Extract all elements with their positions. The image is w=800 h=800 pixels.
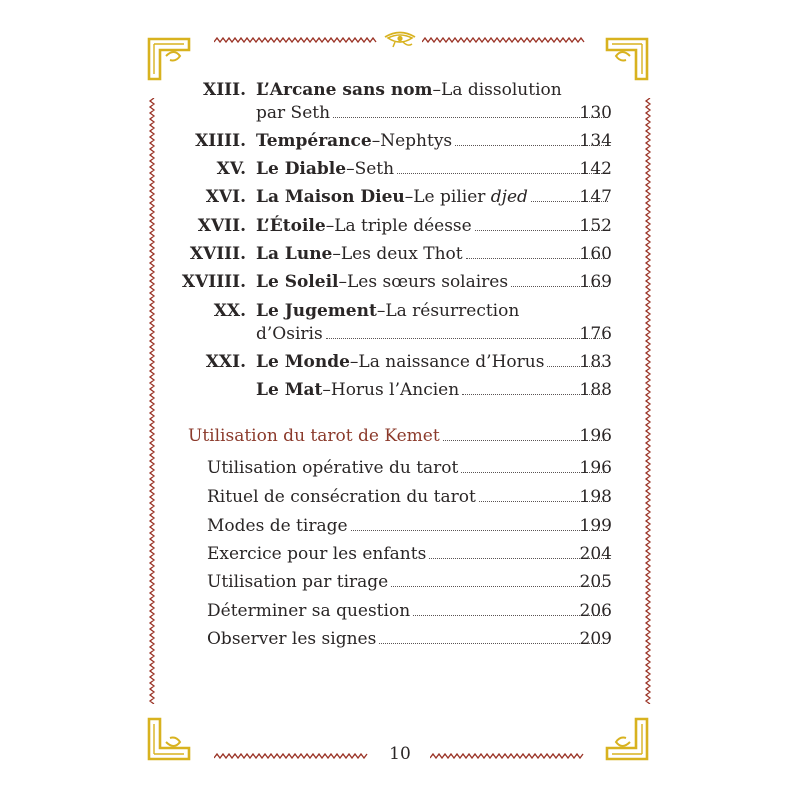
arcana-title: La Maison Dieu xyxy=(256,187,405,207)
corner-ornament-icon xyxy=(146,716,192,762)
bottom-right-zigzag-border xyxy=(430,752,586,760)
page-number: 183 xyxy=(579,352,612,372)
arcana-title: Le Soleil xyxy=(256,272,339,292)
toc-entry[interactable]: XVIII. La Lune – Les deux Thot 160 xyxy=(0,244,800,268)
toc-entry[interactable]: XX. Le Jugement – La résurrection xyxy=(0,301,800,325)
page-number: 198 xyxy=(579,487,612,507)
arcana-subtitle: Les sœurs solaires xyxy=(347,272,509,292)
toc-entry[interactable]: XV. Le Diable – Seth 142 xyxy=(0,159,800,183)
arcana-subtitle: La triple déesse xyxy=(334,216,472,236)
toc-entry[interactable]: XVI. La Maison Dieu – Le pilier djed 147 xyxy=(0,187,800,211)
section-title: Utilisation du tarot de Kemet xyxy=(188,426,440,446)
arcana-numeral: XVIII. xyxy=(189,244,246,264)
subsection-title: Utilisation par tirage xyxy=(207,572,389,592)
subsection-entry[interactable] xyxy=(0,572,800,596)
page-number: 147 xyxy=(579,187,612,207)
corner-ornament-icon xyxy=(604,36,650,82)
arcana-subtitle-cont: par Seth xyxy=(256,103,331,123)
arcana-subtitle-cont: d’Osiris xyxy=(256,324,323,344)
bottom-left-zigzag-border xyxy=(214,752,370,760)
arcana-numeral: XVI. xyxy=(205,187,246,207)
page-number: 206 xyxy=(579,601,612,621)
subsection-entry[interactable] xyxy=(0,516,800,540)
page-number: 142 xyxy=(579,159,612,179)
page-number: 204 xyxy=(579,544,612,564)
corner-ornament-icon xyxy=(146,36,192,82)
toc-entry[interactable]: XIIII. Tempérance – Nephtys 134 xyxy=(0,131,800,155)
page-number: 205 xyxy=(579,572,612,592)
section-entry[interactable] xyxy=(0,426,800,450)
toc-entry-continuation[interactable] xyxy=(0,103,800,127)
arcana-numeral: XXI. xyxy=(205,352,246,372)
page-number: 188 xyxy=(579,380,612,400)
arcana-numeral: XIII. xyxy=(203,80,246,100)
arcana-subtitle: Nephtys xyxy=(380,131,453,151)
top-right-zigzag-border xyxy=(422,36,586,44)
arcana-numeral: XVIIII. xyxy=(181,272,246,292)
toc-entry-continuation[interactable] xyxy=(0,324,800,348)
arcana-title: L’Arcane sans nom xyxy=(256,80,433,100)
arcana-subtitle: La naissance d’Horus xyxy=(358,352,545,372)
arcana-numeral: XX. xyxy=(213,301,246,321)
arcana-subtitle: Le pilier xyxy=(413,187,491,207)
arcana-subtitle: Horus l’Ancien xyxy=(330,380,460,400)
toc-entry[interactable]: XIII. L’Arcane sans nom – La dissolution xyxy=(0,80,800,104)
arcana-numeral: XVII. xyxy=(197,216,246,236)
subsection-title: Modes de tirage xyxy=(207,516,348,536)
arcana-subtitle: Les deux Thot xyxy=(340,244,463,264)
arcana-subtitle: La dissolution xyxy=(441,80,562,100)
toc-entry[interactable]: Le Mat – Horus l’Ancien 188 xyxy=(256,380,612,400)
dot-leader xyxy=(326,338,608,339)
page-number: 209 xyxy=(579,629,612,649)
arcana-numeral: XIIII. xyxy=(195,131,246,151)
arcana-subtitle: La résurrection xyxy=(385,301,520,321)
arcana-title: Le Diable xyxy=(256,159,347,179)
subsection-title: Déterminer sa question xyxy=(207,601,411,621)
subsection-entry[interactable] xyxy=(0,544,800,568)
subsection-entry[interactable] xyxy=(0,601,800,625)
corner-ornament-icon xyxy=(604,716,650,762)
dot-leader xyxy=(333,117,608,118)
subsection-entry[interactable] xyxy=(0,487,800,511)
arcana-title: Tempérance xyxy=(256,131,372,151)
folio-page-number: 10 xyxy=(389,744,411,764)
page-number: 176 xyxy=(579,324,612,344)
page-number: 130 xyxy=(579,103,612,123)
arcana-title: La Lune xyxy=(256,244,333,264)
page-number: 169 xyxy=(579,272,612,292)
subsection-entry[interactable] xyxy=(0,629,800,653)
subsection-title: Rituel de consécration du tarot xyxy=(207,487,476,507)
page-number: 152 xyxy=(579,216,612,236)
arcana-numeral: XV. xyxy=(216,159,246,179)
subsection-title: Utilisation opérative du tarot xyxy=(207,458,459,478)
toc-entry[interactable]: XVIIII. Le Soleil – Les sœurs solaires 169 xyxy=(0,272,800,296)
arcana-subtitle-italic: djed xyxy=(490,187,528,207)
eye-of-horus-icon xyxy=(383,30,417,48)
arcana-title: Le Mat xyxy=(256,380,323,400)
subsection-entry[interactable] xyxy=(0,458,800,482)
page-number: 196 xyxy=(579,426,612,446)
arcana-title: L’Étoile xyxy=(256,216,326,236)
arcana-title: Le Jugement xyxy=(256,301,377,321)
top-left-zigzag-border xyxy=(214,36,378,44)
arcana-title: Le Monde xyxy=(256,352,350,372)
arcana-subtitle: Seth xyxy=(354,159,395,179)
page-number: 134 xyxy=(579,131,612,151)
subsection-title: Observer les signes xyxy=(207,629,377,649)
toc-entry[interactable]: XVII. L’Étoile – La triple déesse 152 xyxy=(0,216,800,240)
page-number: 160 xyxy=(579,244,612,264)
subsection-title: Exercice pour les enfants xyxy=(207,544,427,564)
page-number: 199 xyxy=(579,516,612,536)
page-number: 196 xyxy=(579,458,612,478)
toc-entry[interactable]: XXI. Le Monde – La naissance d’Horus 183 xyxy=(0,352,800,376)
